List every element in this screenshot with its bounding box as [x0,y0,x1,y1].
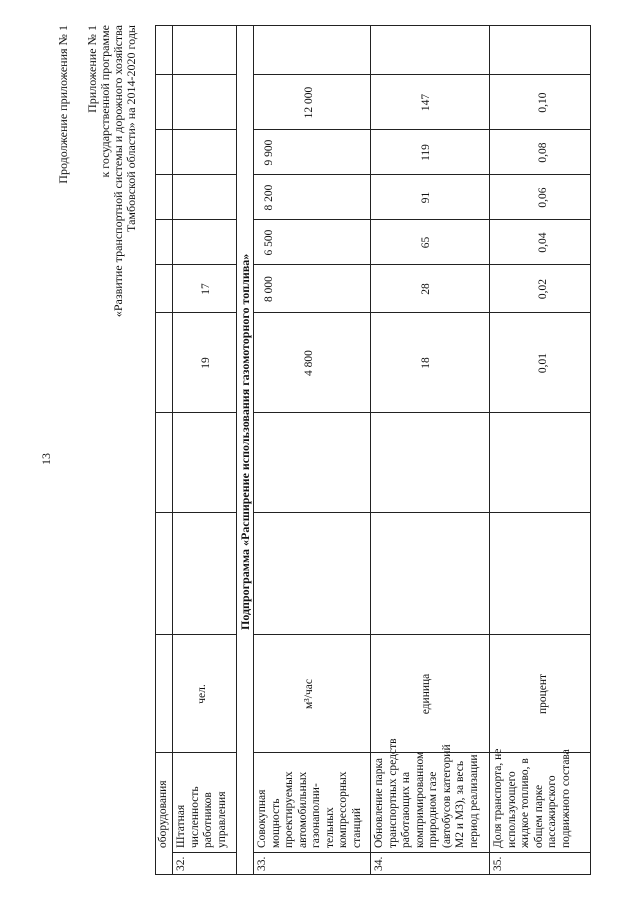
table-line-col-num [172,852,236,853]
row33-2015: 4 800 [303,350,315,376]
row35-name-line: общем парке [532,784,545,848]
table-line-col-2015 [155,312,236,313]
table-border-left [155,874,591,875]
row33-name-line: тельных [323,807,336,848]
row33-name [256,771,364,848]
row34-name-line: компримированном [413,751,426,848]
table-line-subprogram-bottom [253,26,254,875]
row35-name [492,749,573,848]
row34-name-line: природном газе [427,771,439,848]
table-line-col-num2 [253,852,590,853]
row33-unit: м³/час [303,679,315,709]
table-border-right [155,25,591,26]
row35-name-line: использующего [505,771,518,848]
row33-2017: 6 500 [263,229,275,256]
table-line-col-2019 [155,129,236,130]
row35-2017: 0,04 [537,232,549,253]
row33-name-line: газонаполни- [310,783,322,848]
table-line-row34 [370,26,371,875]
row33-name-line: Совокупная [256,789,268,848]
row34-number: 34. [373,856,385,871]
row33-2018: 8 200 [263,184,275,211]
row34-name-line: М2 и М3), за весь [454,760,466,848]
row34-2015: 18 [420,357,432,369]
row34-2018: 91 [420,191,432,204]
row34-2017: 65 [420,236,432,249]
row32-name-line: управления [215,791,228,848]
table-line-col-2017 [155,219,236,220]
row34-2019: 119 [420,144,432,161]
row33-2020: 12 000 [303,86,315,119]
row35-2020: 0,10 [537,92,549,113]
row32-unit: чел. [196,684,208,704]
subprogram-title: Подпрограмма «Расширение использования газомоторного топлива» [238,253,252,630]
row34-name-line: Обновление парка [373,758,385,848]
row34-name-line: период реализации [467,754,480,848]
row35-name-line: пассажирского [546,775,558,848]
table-line-row35 [489,26,490,875]
row32-name [175,786,229,848]
row32-number: 32. [175,856,187,871]
table-line-col-a2 [253,512,590,513]
row32-2015: 19 [200,357,212,369]
row35-2016: 0,02 [537,278,549,300]
header-program-years: Тамбовской области» на 2014-2020 годы [124,25,138,232]
table-line-subprogram-top [236,26,237,875]
row35-2015: 0,01 [537,352,549,374]
header-continuation: Продолжение приложения № 1 [56,25,70,184]
table-border-top [155,26,156,875]
row34-name-line: транспортных средств [386,738,399,848]
row35-name-line: подвижного состава [559,749,572,848]
row34-name-line: работающих на [400,771,412,848]
row33-name-line: автомобильных [296,771,309,848]
row35-2019: 0,08 [537,142,549,163]
row35-name-line: жидкое топливо, в [519,758,531,848]
row33-number: 33. [256,856,268,871]
row34-name-line: (автобусов категорий [440,744,453,848]
table-line-col-b [155,412,236,413]
row33-name-line: станций [350,808,363,848]
row32-name-line: работников [202,792,214,848]
table-border-bottom [590,26,591,875]
row33-name-line: проектируемых [283,771,295,848]
row32-2016: 17 [200,283,212,295]
header-program-title: «Развитие транспортной системы и дорожного хозяйства [111,25,125,318]
header-program-ref: к государственной программе [98,25,112,178]
row32-name-line: численность [188,786,201,848]
table-line-row32 [172,26,173,875]
row34-unit: единица [420,673,432,715]
row32-name-line: Штатная [175,804,187,848]
row33-name-line: компрессорных [337,771,349,848]
row33-2019: 9 900 [263,139,275,166]
row34-2020: 147 [420,93,432,112]
row33-2016: 8 000 [263,276,275,302]
page-number: 13 [39,453,53,465]
row33-name-line: мощность [269,798,282,848]
table-line-col-2020 [155,74,236,75]
table-line-col-2016 [155,264,236,265]
row35-2018: 0,06 [537,187,549,208]
table-line-col-a [155,512,236,513]
header-appendix: Приложение № 1 [85,25,99,113]
row-top-text: оборудования [157,780,169,848]
table-line-col-2018 [155,174,236,175]
row35-name-line: Доля транспорта, не [492,748,504,848]
row35-unit: процент [537,673,549,715]
row34-name [373,738,481,848]
row35-number: 35. [492,856,504,871]
row34-2016: 28 [420,283,432,295]
